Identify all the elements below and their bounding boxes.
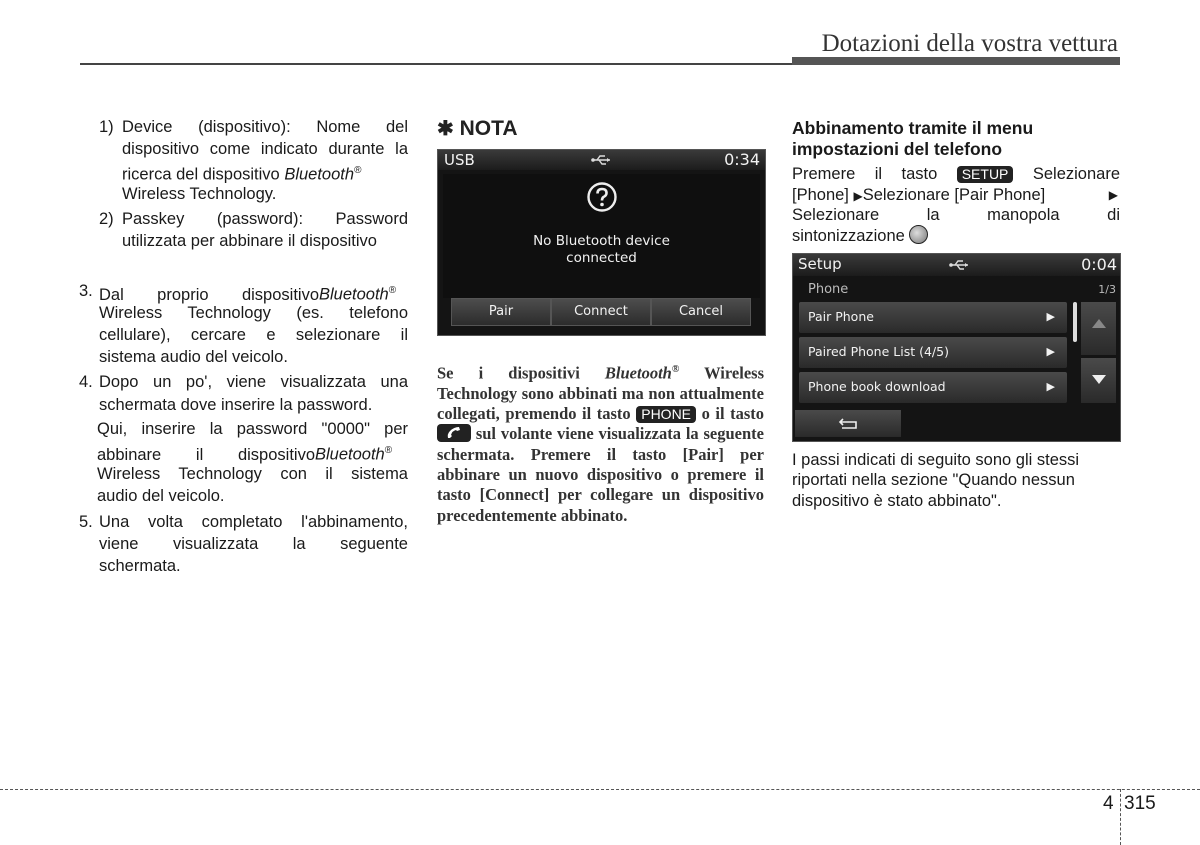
pair-button[interactable]: Pair: [452, 299, 550, 325]
menu-item-phone-book-download[interactable]: Phone book download ▶: [799, 372, 1067, 403]
connect-button[interactable]: Connect: [552, 299, 650, 325]
step-line: schermata dove inserire la password.: [99, 396, 373, 414]
page-number: 315: [1124, 793, 1156, 814]
usb-icon: [591, 154, 611, 166]
footer-divider: [1120, 789, 1121, 845]
step-line: schermata.: [99, 557, 181, 575]
step-line: Dopo un po', viene visualizzata una: [99, 373, 408, 391]
sub-item-line: dispositivo come indicato durante la: [122, 140, 408, 158]
source-label: USB: [444, 151, 475, 169]
clock: 0:04: [1081, 255, 1117, 274]
instruction-line: sintonizzazione: [792, 225, 928, 246]
scroll-down-icon: [1092, 375, 1106, 384]
sub-item-line: utilizzata per abbinare il dispositivo: [122, 232, 377, 250]
cancel-button[interactable]: Cancel: [652, 299, 750, 325]
clock: 0:34: [724, 150, 760, 169]
phone-key: PHONE: [636, 406, 696, 423]
arrow-right-icon: ▶: [853, 189, 863, 203]
instruction-line: Premere il tasto SETUP Selezionare: [792, 165, 1120, 183]
step-number: 3.: [79, 282, 93, 300]
sub-item-line: Passkey (password): Password: [122, 210, 408, 228]
section-title: Abbinamento tramite il menu impostazioni del telefono: [792, 118, 1034, 159]
chapter-number: 4: [1103, 793, 1114, 814]
step-line: sistema audio del veicolo.: [99, 348, 288, 366]
back-button[interactable]: [795, 410, 901, 437]
sub-item-line: ricerca del dispositivo Bluetooth®: [122, 165, 362, 184]
instruction-line: [Phone] ▶Selezionare [Pair Phone] ▶: [792, 186, 1118, 204]
running-header: Dotazioni della vostra vettura: [821, 30, 1118, 57]
step-number: 4.: [79, 373, 93, 391]
setup-screen: [792, 253, 1121, 442]
step-line: Wireless Technology (es. telefono: [99, 304, 408, 322]
note-paragraph: I passi indicati di seguito sono gli stessi riportati nella sezione "Quando nessun dispositivo è stato abbinato".: [792, 451, 1080, 510]
step-line: Dal proprio dispositivoBluetooth®: [99, 285, 397, 304]
step-number: 5.: [79, 513, 93, 531]
menu-subtitle: Phone: [808, 282, 849, 297]
arrow-right-icon: ▶: [1108, 188, 1118, 202]
menu-item-paired-phone-list[interactable]: Paired Phone List (4/5) ▶: [799, 337, 1067, 368]
step-line: audio del veicolo.: [97, 487, 225, 505]
step-line: Qui, inserire la password "0000" per: [97, 420, 408, 438]
nota-body: Se i dispositivi Bluetooth® Wireless Technology sono abbinati ma non attualmente collegati, premendo il tasto PHONE o il tasto sul volante viene visualizzata la seguente schermata. Premere il tasto [Pair] per abbinare un nuovo dispositivo o premere il tasto [Connect] per collegare un dispositivo precedentemente abbinato.: [437, 363, 764, 525]
step-line: Wireless Technology con il sistema: [97, 465, 408, 483]
step-line: abbinare il dispositivoBluetooth®: [97, 445, 393, 464]
chevron-right-icon: ▶: [1046, 310, 1055, 323]
setup-key: SETUP: [957, 166, 1014, 183]
dialog-message: No Bluetooth device connected: [533, 233, 670, 266]
phone-handset-icon: [437, 424, 471, 442]
step-line: Una volta completato l'abbinamento,: [99, 513, 408, 531]
scroll-up-button[interactable]: [1081, 302, 1116, 355]
nota-heading: ✱ NOTA: [437, 117, 518, 140]
menu-item-pair-phone[interactable]: Pair Phone ▶: [799, 302, 1067, 333]
step-line: cellulare), cercare e selezionare il: [99, 326, 408, 344]
scroll-down-button[interactable]: [1081, 358, 1116, 403]
header-bar: [792, 57, 1120, 65]
question-icon: [586, 181, 618, 213]
screen-title: Setup: [798, 255, 842, 273]
sub-item-line: Device (dispositivo): Nome del: [122, 118, 408, 136]
scrollbar-thumb[interactable]: [1073, 302, 1077, 342]
sub-item-line: Wireless Technology.: [122, 185, 277, 203]
usb-icon: [949, 259, 969, 271]
step-line: viene visualizzata la seguente: [99, 535, 408, 553]
sub-item-number: 2): [99, 210, 114, 228]
page-indicator: 1/3: [1098, 283, 1116, 296]
scroll-up-icon: [1092, 319, 1106, 328]
footer-rule: [0, 789, 1200, 790]
chevron-right-icon: ▶: [1046, 380, 1055, 393]
bluetooth-screen: [437, 149, 766, 336]
tune-knob-icon: [909, 225, 928, 244]
back-icon: [838, 417, 860, 430]
chevron-right-icon: ▶: [1046, 345, 1055, 358]
sub-item-number: 1): [99, 118, 114, 136]
instruction-line: Selezionare la manopola di: [792, 206, 1120, 224]
